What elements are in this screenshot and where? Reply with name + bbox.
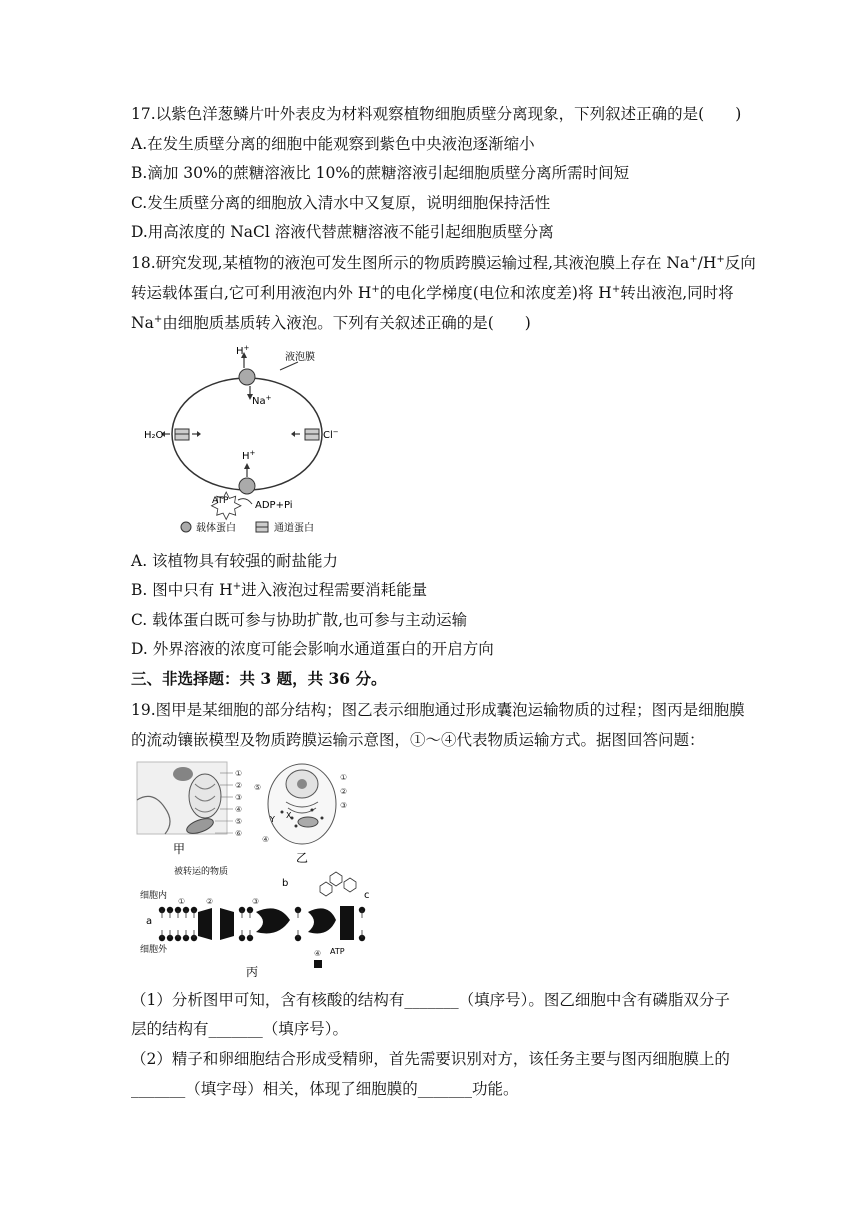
na-ion: Na+ (252, 394, 272, 407)
q17-option-d: D.用高浓度的 NaCl 溶液代替蔗糖溶液不能引起细胞质壁分离 (131, 223, 554, 241)
svg-text:③: ③ (252, 897, 260, 906)
q19-sub2-line2: _______（填字母）相关，体现了细胞膜的_______功能。 (131, 1080, 519, 1098)
q17-option-a: A.在发生质壁分离的细胞中能观察到紫色中央液泡逐渐缩小 (131, 135, 535, 153)
q18-option-c: C. 载体蛋白既可参与协助扩散,也可参与主动运输 (131, 611, 468, 629)
transported-substance-label: 被转运的物质 (174, 867, 229, 877)
q18-option-d: D. 外界溶液的浓度可能会影响水通道蛋白的开启方向 (131, 640, 494, 658)
adp-label: ADP+Pi (255, 500, 293, 511)
q19-sub2-line1: （2）精子和卵细胞结合形成受精卵，首先需要识别对方，该任务主要与图丙细胞膜上的 (131, 1050, 730, 1068)
h-ion-bottom: H+ (242, 449, 256, 462)
q18-stem-line2: 转运载体蛋白,它可利用液泡内外 H+的电化学梯度(电位和浓度差)将 H+转出液泡,同时将 (131, 283, 734, 302)
q17-stem: 17.以紫色洋葱鳞片叶外表皮为材料观察植物细胞质壁分离现象，下列叙述正确的是( ) (131, 105, 742, 123)
h-ion-top: H+ (236, 344, 250, 357)
svg-text:c: c (364, 890, 370, 901)
svg-text:X: X (286, 811, 292, 820)
q19-stem-line2: 的流动镶嵌模型及物质跨膜运输示意图，①～④代表物质运输方式。据图回答问题： (131, 731, 705, 749)
svg-text:③: ③ (235, 793, 243, 802)
atp-label: ATP (212, 496, 229, 506)
q18-option-b: B. 图中只有 H+进入液泡过程需要消耗能量 (131, 580, 428, 599)
q18-stem-line3: Na+由细胞质基质转入液泡。下列有关叙述正确的是( ) (131, 313, 531, 332)
figure-jia (135, 760, 255, 858)
outside-cell-label: 细胞外 (140, 945, 168, 955)
svg-text:⑤: ⑤ (235, 817, 243, 826)
vacuole-transport-figure (140, 340, 360, 540)
svg-text:①: ① (178, 897, 186, 906)
q19-stem-line1: 19.图甲是某细胞的部分结构；图乙表示细胞通过形成囊泡运输物质的过程；图丙是细胞膜 (131, 701, 745, 719)
svg-text:Y: Y (270, 815, 275, 824)
figure-bing-label: 丙 (246, 965, 259, 979)
svg-text:b: b (282, 878, 289, 889)
inside-cell-label: 细胞内 (140, 891, 168, 901)
svg-text:③: ③ (340, 801, 348, 810)
svg-text:ATP: ATP (330, 947, 345, 956)
q18-stem-line1: 18.研究发现,某植物的液泡可发生图所示的物质跨膜运输过程,其液泡膜上存在 Na+/H+反向 (131, 253, 756, 272)
h2o-label: H₂O (144, 430, 164, 441)
svg-text:⑤: ⑤ (254, 783, 262, 792)
q17-option-b: B.滴加 30%的蔗糖溶液比 10%的蔗糖溶液引起细胞质壁分离所需时间短 (131, 164, 630, 182)
cl-label: Cl− (323, 428, 339, 441)
legend-carrier-label: 载体蛋白 (196, 523, 236, 534)
carrier-protein (198, 908, 212, 940)
q17-option-c: C.发生质壁分离的细胞放入清水中又复原，说明细胞保持活性 (131, 194, 551, 212)
figure-yi-label: 乙 (296, 851, 309, 865)
svg-text:②: ② (206, 897, 214, 906)
q18-option-a: A. 该植物具有较强的耐盐能力 (131, 552, 339, 570)
channel-protein (256, 908, 290, 933)
proton-pump-carrier (239, 478, 255, 494)
figure-yi (252, 760, 357, 865)
legend-carrier-icon (181, 522, 191, 532)
svg-text:④: ④ (262, 835, 270, 844)
section-heading: 三、非选择题：共 3 题，共 36 分。 (131, 669, 387, 688)
svg-text:⑥: ⑥ (235, 829, 243, 838)
svg-text:②: ② (235, 781, 243, 790)
figure-jia-label: 甲 (173, 842, 186, 856)
q19-sub1-line1: （1）分析图甲可知，含有核酸的结构有_______（填序号）。图乙细胞中含有磷脂双分子 (131, 991, 730, 1009)
glycoprotein (340, 906, 354, 940)
svg-text:a: a (146, 916, 153, 927)
carrier-protein-top (239, 369, 255, 385)
svg-text:①: ① (235, 769, 243, 778)
svg-text:④: ④ (314, 949, 322, 958)
svg-text:④: ④ (235, 805, 243, 814)
svg-text:①: ① (340, 773, 348, 782)
figure-bing (140, 862, 370, 980)
membrane-label: 液泡膜 (285, 352, 315, 363)
svg-text:②: ② (340, 787, 348, 796)
q19-sub1-line2: 层的结构有_______（填序号）。 (131, 1020, 349, 1038)
legend-channel-label: 通道蛋白 (274, 523, 314, 534)
